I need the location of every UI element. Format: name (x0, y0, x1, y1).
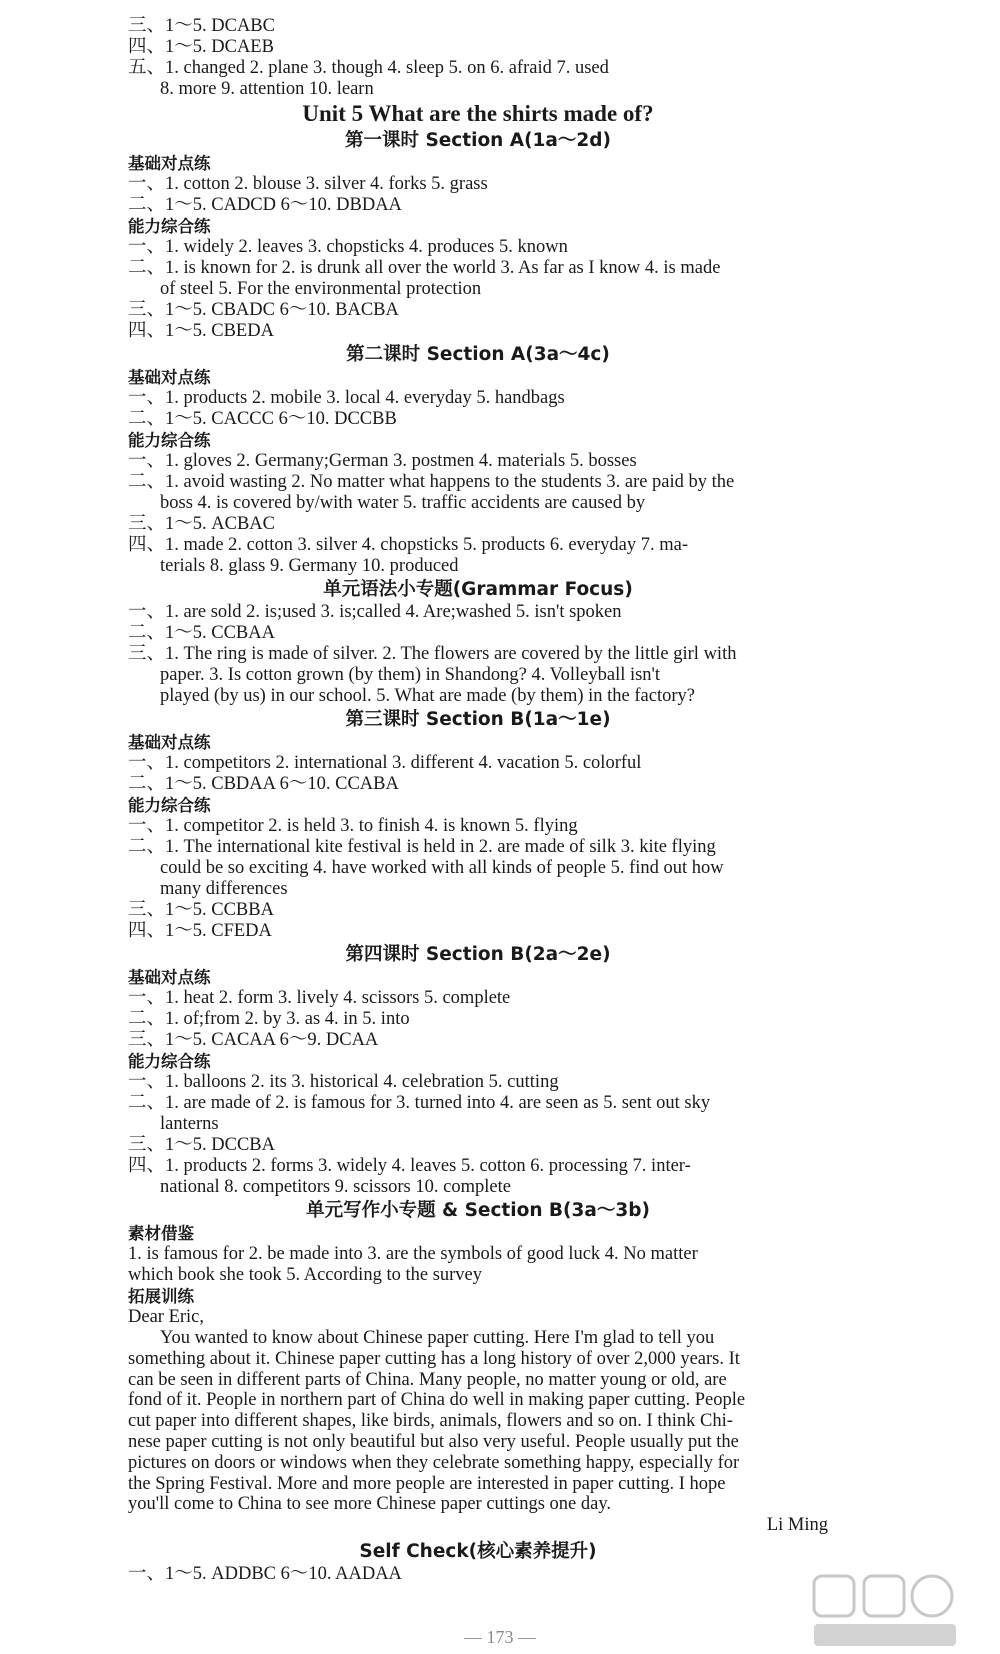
answer-line: 二、1. of;from 2. by 3. as 4. in 5. into (128, 1009, 410, 1029)
answer-line: fond of it. People in northern part of China do well in making paper cutting. People (128, 1390, 746, 1411)
answer-line: 五、1. changed 2. plane 3. though 4. sleep 5. on 6. afraid 7. used (128, 58, 609, 78)
answer-line: cut paper into different shapes, like birds, animals, flowers and so on. I think Chi- (128, 1411, 733, 1432)
answer-line: You wanted to know about Chinese paper cutting. Here I'm glad to tell you (160, 1328, 715, 1348)
answer-line: 单元语法小专题(Grammar Focus) (323, 579, 633, 600)
answer-line: 1. is famous for 2. be made into 3. are the symbols of good luck 4. No matter (128, 1244, 698, 1264)
answer-line: 二、1～5. CADCD 6～10. DBDAA (128, 195, 402, 215)
answer-line: 三、1. The ring is made of silver. 2. The flowers are covered by the little girl with (128, 644, 737, 664)
answer-line: 第四课时 Section B(2a～2e) (345, 944, 611, 965)
answer-line: 三、1～5. CACAA 6～9. DCAA (128, 1030, 379, 1050)
answer-line: 四、1～5. DCAEB (128, 37, 274, 57)
answer-line: 一、1. competitors 2. international 3. different 4. vacation 5. colorful (128, 753, 642, 773)
page-number: — 173 — (464, 1627, 536, 1647)
answer-line: national 8. competitors 9. scissors 10. complete (160, 1177, 511, 1197)
answer-line: 四、1. made 2. cotton 3. silver 4. chopsticks 5. products 6. everyday 7. ma- (128, 535, 689, 555)
answer-line: many differences (160, 879, 288, 899)
answer-line: 三、1～5. CCBBA (128, 900, 274, 920)
answer-line: 四、1. products 2. forms 3. widely 4. leaves 5. cotton 6. processing 7. inter- (128, 1156, 691, 1176)
answer-line: paper. 3. Is cotton grown (by them) in Shandong? 4. Volleyball isn't (160, 665, 661, 685)
answer-line: 一、1. cotton 2. blouse 3. silver 4. forks 5. grass (128, 174, 488, 194)
answer-line: 三、1～5. CBADC 6～10. BACBA (128, 300, 399, 320)
answer-line: the Spring Festival. More and more people are interested in paper cutting. I hope (128, 1473, 726, 1494)
answer-line: 二、1. The international kite festival is held in 2. are made of silk 3. kite flying (128, 837, 716, 857)
answer-line: 一、1. heat 2. form 3. lively 4. scissors 5. complete (128, 988, 511, 1008)
answer-line: terials 8. glass 9. Germany 10. produced (160, 556, 459, 576)
answer-line: 二、1～5. CBDAA 6～10. CCABA (128, 774, 399, 794)
answer-line: 基础对点练 (128, 733, 211, 752)
answer-line: 三、1～5. DCCBA (128, 1135, 275, 1155)
answer-line: 单元写作小专题 & Section B(3a～3b) (306, 1200, 650, 1221)
answer-line: 能力综合练 (128, 217, 211, 236)
answer-line: 二、1. are made of 2. is famous for 3. turned into 4. are seen as 5. sent out sky (128, 1093, 711, 1113)
answer-line: 二、1～5. CCBAA (128, 623, 275, 643)
answer-line: 一、1. competitor 2. is held 3. to finish 4. is known 5. flying (128, 816, 578, 836)
answer-line: Dear Eric, (128, 1307, 205, 1327)
answer-line: 一、1. are sold 2. is;used 3. is;called 4. Are;washed 5. isn't spoken (128, 602, 622, 622)
answer-line: 四、1～5. CFEDA (128, 921, 272, 941)
answer-line: 三、1～5. DCABC (128, 16, 275, 36)
answer-line: 能力综合练 (128, 796, 211, 815)
answer-line: 拓展训练 (128, 1287, 194, 1306)
answer-line: 第一课时 Section A(1a～2d) (345, 130, 611, 151)
answer-line: 二、1. avoid wasting 2. No matter what happens to the students 3. are paid by the (128, 472, 735, 492)
answer-line: you'll come to China to see more Chinese paper cuttings one day. (128, 1494, 612, 1515)
answer-line: Self Check(核心素养提升) (359, 1541, 597, 1563)
answer-line: 能力综合练 (128, 1052, 211, 1071)
answer-line: 三、1～5. ACBAC (128, 514, 275, 534)
answer-line: 四、1～5. CBEDA (128, 321, 274, 341)
answer-line: of steel 5. For the environmental protection (160, 279, 482, 299)
answer-key-page (128, 16, 828, 1585)
answer-line: 能力综合练 (128, 431, 211, 450)
answer-line: 二、1. is known for 2. is drunk all over the world 3. As far as I know 4. is made (128, 258, 721, 278)
answer-line: can be seen in different parts of China. Many people, no matter young or old, are (128, 1369, 727, 1390)
answer-line: pictures on doors or windows when they celebrate something happy, especially for (128, 1452, 740, 1473)
answer-line: 8. more 9. attention 10. learn (160, 79, 374, 99)
answer-line: 素材借鉴 (128, 1224, 194, 1243)
answer-line: 一、1. balloons 2. its 3. historical 4. celebration 5. cutting (128, 1072, 559, 1092)
answer-line: 第三课时 Section B(1a～1e) (345, 709, 611, 730)
answer-line: boss 4. is covered by/with water 5. traffic accidents are caused by (160, 493, 646, 513)
answer-line: played (by us) in our school. 5. What are made (by them) in the factory? (160, 686, 695, 706)
answer-line: lanterns (160, 1114, 219, 1134)
answer-line: 一、1. gloves 2. Germany;German 3. postmen 4. materials 5. bosses (128, 451, 637, 471)
answer-line: Li Ming (766, 1515, 828, 1536)
answer-line: 二、1～5. CACCC 6～10. DCCBB (128, 409, 397, 429)
watermark-logo-icon (810, 1572, 960, 1650)
answer-line: 基础对点练 (128, 154, 211, 173)
answer-line: 基础对点练 (128, 368, 211, 387)
answer-line: could be so exciting 4. have worked with all kinds of people 5. find out how (160, 858, 724, 878)
answer-line: 第二课时 Section A(3a～4c) (346, 344, 610, 365)
answer-line: which book she took 5. According to the survey (128, 1265, 483, 1285)
page-number-value: 173 (486, 1627, 514, 1647)
answer-line: 一、1. products 2. mobile 3. local 4. everyday 5. handbags (128, 388, 565, 408)
answer-line: 基础对点练 (128, 968, 211, 987)
answer-line: 一、1～5. ADDBC 6～10. AADAA (128, 1564, 402, 1585)
answer-line: Unit 5 What are the shirts made of? (302, 101, 654, 126)
answer-line: something about it. Chinese paper cutting has a long history of over 2,000 years. It (128, 1348, 740, 1369)
answer-line: 一、1. widely 2. leaves 3. chopsticks 4. produces 5. known (128, 237, 568, 257)
answer-line: nese paper cutting is not only beautiful but also very useful. People usually put the (128, 1431, 739, 1452)
